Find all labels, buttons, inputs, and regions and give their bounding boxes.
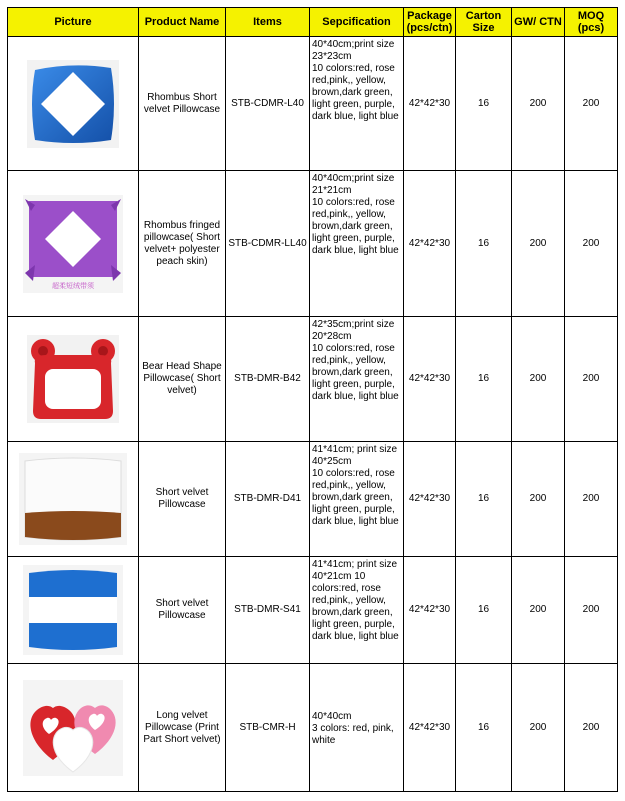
table-row	[8, 37, 618, 171]
table-row	[8, 664, 618, 792]
spec-cell: 40*40cm;print size 23*23cm 10 colors:red, rose red,pink,, yellow, brown,dark green, light green, purple, dark blue, light blue	[310, 37, 404, 171]
item-cell: STB-CDMR-L40	[226, 37, 310, 171]
moq-cell: 200	[565, 664, 618, 792]
rhombus-pillow-blue-icon	[27, 60, 119, 148]
rhombus-fringed-pillow-purple-icon	[23, 195, 123, 293]
square-pillow-brown-band-icon	[19, 453, 127, 545]
package-cell: 42*42*30	[404, 317, 456, 442]
moq-cell: 200	[565, 317, 618, 442]
picture-cell	[8, 557, 139, 664]
table-row	[8, 171, 618, 317]
gw-ctn-cell: 200	[512, 37, 565, 171]
table-row	[8, 557, 618, 664]
table-row	[8, 317, 618, 442]
product-name-cell: Short velvet Pillowcase	[139, 442, 226, 557]
item-cell: STB-DMR-S41	[226, 557, 310, 664]
product-sheet	[7, 7, 617, 792]
item-cell: STB-DMR-D41	[226, 442, 310, 557]
picture-cell	[8, 317, 139, 442]
moq-cell: 200	[565, 442, 618, 557]
header-items: Items	[226, 8, 310, 37]
table-row	[8, 442, 618, 557]
header-package: Package (pcs/ctn)	[404, 8, 456, 37]
carton-size-cell: 16	[456, 37, 512, 171]
package-cell: 42*42*30	[404, 37, 456, 171]
carton-size-cell: 16	[456, 557, 512, 664]
spec-cell: 42*35cm;print size 20*28cm 10 colors:red, rose red,pink,, yellow, brown,dark green, light green, purple, dark blue, light blue	[310, 317, 404, 442]
spec-cell: 41*41cm; print size 40*25cm 10 colors:red, rose red,pink,, yellow, brown,dark green, light green, purple, dark blue, light blue	[310, 442, 404, 557]
gw-ctn-cell: 200	[512, 442, 565, 557]
gw-ctn-cell: 200	[512, 557, 565, 664]
header-picture: Picture	[8, 8, 139, 37]
carton-size-cell: 16	[456, 317, 512, 442]
item-cell: STB-CMR-H	[226, 664, 310, 792]
carton-size-cell: 16	[456, 664, 512, 792]
header-gw-ctn: GW/ CTN	[512, 8, 565, 37]
header-product-name: Product Name	[139, 8, 226, 37]
bear-head-pillow-red-icon	[27, 335, 119, 423]
product-name-cell: Short velvet Pillowcase	[139, 557, 226, 664]
header-row	[8, 8, 618, 37]
picture-cell	[8, 664, 139, 792]
spec-cell: 40*40cm 3 colors: red, pink, white	[310, 664, 404, 792]
gw-ctn-cell: 200	[512, 317, 565, 442]
item-cell: STB-DMR-B42	[226, 317, 310, 442]
square-pillow-blue-stripes-icon	[23, 565, 123, 655]
carton-size-cell: 16	[456, 442, 512, 557]
header-specification: Sepcification	[310, 8, 404, 37]
picture-caption: 超柔短绒带须	[52, 281, 94, 290]
spec-cell: 41*41cm; print size 40*21cm 10 colors:red, rose red,pink,, yellow, brown,dark green, light green, purple, dark blue, light blue	[310, 557, 404, 664]
item-cell: STB-CDMR-LL40	[226, 171, 310, 317]
header-carton-size: Carton Size	[456, 8, 512, 37]
picture-cell	[8, 171, 139, 317]
gw-ctn-cell: 200	[512, 664, 565, 792]
product-name-cell: Long velvet Pillowcase (Print Part Short velvet)	[139, 664, 226, 792]
moq-cell: 200	[565, 37, 618, 171]
spec-cell: 40*40cm;print size 21*21cm 10 colors:red, rose red,pink,, yellow, brown,dark green, light green, purple, dark blue, light blue	[310, 171, 404, 317]
package-cell: 42*42*30	[404, 557, 456, 664]
gw-ctn-cell: 200	[512, 171, 565, 317]
package-cell: 42*42*30	[404, 442, 456, 557]
heart-pillows-red-pink-white-icon	[23, 680, 123, 776]
moq-cell: 200	[565, 557, 618, 664]
product-name-cell: Bear Head Shape Pillowcase( Short velvet)	[139, 317, 226, 442]
product-name-cell: Rhombus fringed pillowcase( Short velvet+ polyester peach skin)	[139, 171, 226, 317]
header-moq: MOQ (pcs)	[565, 8, 618, 37]
package-cell: 42*42*30	[404, 171, 456, 317]
product-table	[7, 7, 618, 792]
moq-cell: 200	[565, 171, 618, 317]
product-name-cell: Rhombus Short velvet Pillowcase	[139, 37, 226, 171]
package-cell: 42*42*30	[404, 664, 456, 792]
carton-size-cell: 16	[456, 171, 512, 317]
picture-cell	[8, 442, 139, 557]
picture-cell	[8, 37, 139, 171]
